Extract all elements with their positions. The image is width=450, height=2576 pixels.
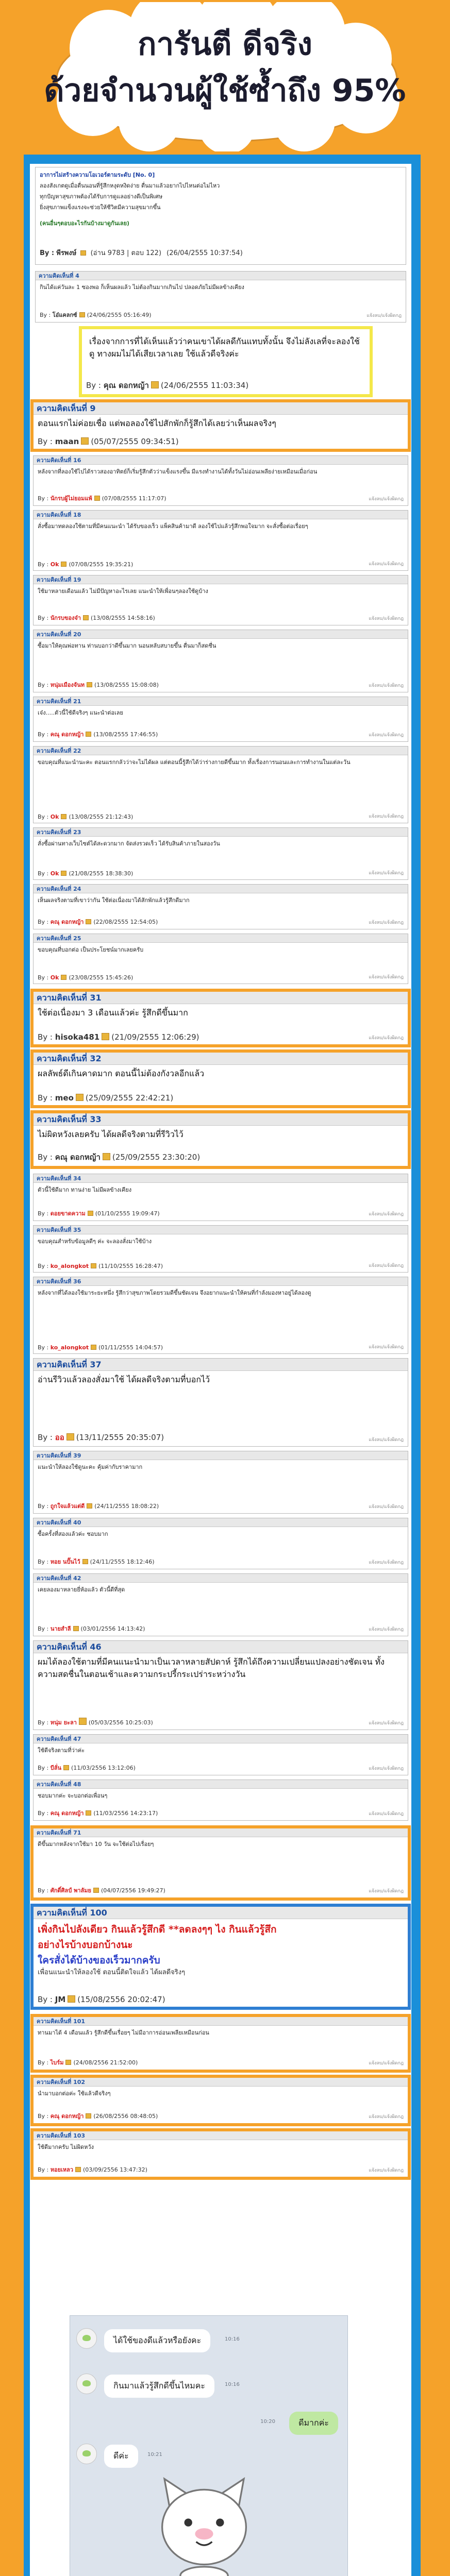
report-link[interactable]: แจ้งลบ/แจ้งผิดกฎ xyxy=(369,1504,404,1510)
comment-text: อ่านรีวิวแล้วลองสั่งมาใช้ ได้ผลดีจริงตามที่บอกไว้ xyxy=(38,1375,210,1384)
comment-date: (01/11/2555 14:04:57) xyxy=(98,1344,163,1351)
report-link[interactable]: แจ้งลบ/แจ้งผิดกฎ xyxy=(369,1766,404,1771)
user-icon xyxy=(79,312,85,317)
comment-date: (24/11/2555 18:12:46) xyxy=(90,1558,155,1565)
comment-header: ความคิดเห็นที่ 22 xyxy=(34,747,408,755)
user-icon xyxy=(91,1263,96,1268)
comment-text: ตัวนี้ใช้ดีมาก ทานง่าย ไม่มีผลข้างเคียง xyxy=(38,1187,132,1193)
comment-20: ความคิดเห็นที่ 20 ซื้อมาให้คุณพ่อทาน ท่านบอกว่าดีขึ้นมาก นอนหลับสบายขึ้น ตื่นมาก็สดชื่น By : หนุ่มเมืองจันท (13/08/2555 15:08:08) แจ้งลบ/แจ้งผิดกฎ xyxy=(33,630,408,692)
comment-header: ความคิดเห็นที่ 36 xyxy=(34,1277,408,1286)
comment-39: ความคิดเห็นที่ 39 แนะนำให้ลองใช้ดูนะคะ คุ้มค่ากับราคามาก By : ถูกใจแล้วแต่ดี (24/11/2555 18:08:22) แจ้งลบ/แจ้งผิดกฎ xyxy=(33,1451,408,1514)
comment-author[interactable]: ดอยขาดความ xyxy=(50,1210,86,1217)
report-link[interactable]: แจ้งลบ/แจ้งผิดกฎ xyxy=(369,871,404,876)
comment-date: (21/09/2555 12:06:29) xyxy=(111,1032,199,1042)
comment-header: ความคิดเห็นที่ 35 xyxy=(34,1226,408,1234)
comment-text: ผมได้ลองใช้ตามที่มีคนแนะนำมาเป็นเวลาหลายสัปดาห์ รู้สึกได้ถึงความเปลี่ยนแปลงอย่างชัดเจน ทั้งความสดชื่นในตอนเช้าและความกระปรี้กระเปร่าระหว่างวัน xyxy=(38,1657,385,1679)
comment-text: ขอบคุณสำหรับข้อมูลดีๆ ค่ะ จะลองสั่งมาใช้บ้าง xyxy=(38,1238,152,1245)
comment-header: ความคิดเห็นที่ 100 xyxy=(34,1907,408,1919)
chat-bubble-incoming: กินมาแล้วรู้สึกดีขึ้นไหมคะ xyxy=(104,2375,214,2398)
promo-line: อย่างไรบ้างบอกบ้างนะ xyxy=(38,1939,133,1951)
comment-header: ความคิดเห็นที่ 34 xyxy=(34,1174,408,1183)
comment-author[interactable]: หอยเหลว xyxy=(50,2166,73,2173)
comment-text: ผลลัพธ์ดีเกินคาดมาก ตอนนี้ไม่ต้องกังวลอีกแล้ว xyxy=(38,1069,205,1078)
banner xyxy=(0,0,450,160)
comment-author[interactable]: ถูกใจแล้วแต่ดี xyxy=(50,1503,85,1510)
comment-author[interactable]: maan xyxy=(55,437,79,446)
report-link[interactable]: แจ้งลบ/แจ้งผิดกฎ xyxy=(369,1036,404,1041)
comment-24: ความคิดเห็นที่ 24 เห็นผลจริงตามที่เขาว่ากัน ใช้ต่อเนื่องมาได้สักพักแล้วรู้สึกดีมาก By : คณุ ดอกหญ้า (22/08/2555 12:54:05) แจ้งลบ/แจ้งผิดกฎ xyxy=(33,884,408,929)
user-icon xyxy=(86,1810,91,1816)
comment-text: ใช้ต่อเนื่องมา 3 เดือนแล้วค่ะ รู้สึกดีขึ้นมาก xyxy=(38,1008,188,1018)
comment-47: ความคิดเห็นที่ 47 ใช้ดีจริงตามที่ว่าค่ะ By : บีลั่น (11/03/2556 13:12:06) แจ้งลบ/แจ้งผิดกฎ xyxy=(33,1734,408,1775)
topic-post xyxy=(35,167,406,265)
comment-author[interactable]: คุณ ดอกหญ้า xyxy=(103,381,149,390)
user-icon xyxy=(91,1345,96,1350)
comment-header: ความคิดเห็นที่ 20 xyxy=(34,630,408,639)
comment-date: (11/03/2556 14:23:17) xyxy=(93,1810,158,1817)
comment-header: ความคิดเห็นที่ 37 xyxy=(34,1359,408,1371)
comment-date: (07/08/2555 11:17:07) xyxy=(102,495,166,502)
comment-text: ซื้อครั้งที่สองแล้วค่ะ ชอบมาก xyxy=(38,1531,108,1537)
comment-36: ความคิดเห็นที่ 36 หลังจากที่ได้ลองใช้มาระยะหนึ่ง รู้สึกว่าสุขภาพโดยรวมดีขึ้นชัดเจน จึงอยากแนะนำให้คนที่กำลังมองหาอยู่ได้ลองดู By : ko_alongkot (01/11/2555 14:04:57) แจ้งลบ/แจ้งผิดกฎ xyxy=(33,1277,408,1354)
comment-header: ความคิดเห็นที่ 42 xyxy=(34,1574,408,1583)
avatar xyxy=(76,2374,97,2394)
report-link[interactable]: แจ้งลบ/แจ้งผิดกฎ xyxy=(369,1345,404,1350)
avatar xyxy=(76,2328,97,2349)
comment-header: ความคิดเห็นที่ 47 xyxy=(34,1735,408,1743)
banner-headline-1: การันตี ดีจริง xyxy=(138,26,312,62)
comment-date: (26/08/2556 08:48:05) xyxy=(93,2113,158,2120)
comment-31: ความคิดเห็นที่ 31 ใช้ต่อเนื่องมา 3 เดือนแล้วค่ะ รู้สึกดีขึ้นมาก By : hisoka481 (21/09/2555 12:06:29) แจ้งลบ/แจ้งผิดกฎ xyxy=(33,991,408,1045)
comment-author[interactable]: โอ๋แคลกซ์ xyxy=(52,312,77,318)
topic-title: อาการไม่สร้างความโอเวอร์ตามระดับ [No. 0] xyxy=(40,172,155,178)
comment-text: หลังจากที่ลองใช้ไปได้ราวสองอาทิตย์ก็เริ่มรู้สึกตัวว่าแข็งแรงขึ้น มีแรงทำงานได้ทั้งวันไม่อ่อนเพลียง่ายเหมือนเมื่อก่อน xyxy=(38,468,318,475)
comment-author[interactable]: ko_alongkot xyxy=(50,1344,89,1351)
chat-bubble-incoming: ได้ใช้ของดีแล้วหรือยังคะ xyxy=(104,2329,210,2352)
comment-text: ชอบมากค่ะ จะบอกต่อเพื่อนๆ xyxy=(38,1792,108,1799)
user-icon xyxy=(73,1626,79,1631)
comment-date: (24/08/2556 21:52:00) xyxy=(73,2059,138,2066)
comment-32: ความคิดเห็นที่ 32 ผลลัพธ์ดีเกินคาดมาก ตอนนี้ไม่ต้องกังวลอีกแล้ว By : meo (25/09/2555 22:42:21) xyxy=(33,1052,408,1106)
comment-text: ใช้มาหลายเดือนแล้ว ไม่มีปัญหาอะไรเลย แนะนำให้เพื่อนๆลองใช้ดูบ้าง xyxy=(38,588,208,595)
comment-author[interactable]: ศักดิ์ศิลป์ พาลัมย xyxy=(50,1887,91,1894)
comment-date: (13/08/2555 17:46:55) xyxy=(93,731,158,738)
comment-text: ทานมาได้ 4 เดือนแล้ว รู้สึกดีขึ้นเรื่อยๆ ไม่มีอาการอ่อนเพลียเหมือนก่อน xyxy=(38,2029,209,2036)
comment-date: (15/08/2556 20:02:47) xyxy=(77,1995,165,2004)
comment-author[interactable]: Ok xyxy=(50,814,59,820)
comment-author[interactable]: JM xyxy=(55,1995,66,2004)
comment-author[interactable]: คณุ ดอกหญ้า xyxy=(50,731,84,738)
comment-18: ความคิดเห็นที่ 18 สั่งซื้อมาทดลองใช้ตามที่มีคนแนะนำ ได้รับของเร็ว แพ็คสินค้ามาดี ลองใช้ไปแล้วรู้สึกพอใจมาก จะสั่งซื้อต่อเรื่อยๆ By : Ok (07/08/2555 19:35:21) แจ้งลบ/แจ้งผิดกฎ xyxy=(33,510,408,571)
comment-33: ความคิดเห็นที่ 33 ไม่ผิดหวังเลยครับ ได้ผลดีจริงตามที่รีวิวไว้ By : คณุ ดอกหญ้า (25/09/2555 23:30:20) xyxy=(33,1113,408,1166)
report-link[interactable]: แจ้งลบ/แจ้งผิดกฎ xyxy=(369,1560,404,1565)
comment-author[interactable]: hisoka481 xyxy=(55,1032,100,1042)
comment-header: ความคิดเห็นที่ 24 xyxy=(34,885,408,893)
comment-text: เพื่อนแนะนำให้ลองใช้ ตอนนี้ติดใจแล้ว ได้ผลดีจริงๆ xyxy=(38,1969,186,1976)
comment-40: ความคิดเห็นที่ 40 ซื้อครั้งที่สองแล้วค่ะ ชอบมาก By : หอย นปั๊นไว้ (24/11/2555 18:12:46) แจ้งลบ/แจ้งผิดกฎ xyxy=(33,1518,408,1569)
user-icon xyxy=(83,615,89,620)
comment-header: ความคิดเห็นที่ 23 xyxy=(34,828,408,837)
report-link[interactable]: แจ้งลบ/แจ้งผิดกฎ xyxy=(369,683,404,688)
comment-date: (13/08/2555 15:08:08) xyxy=(94,682,159,688)
comment-author[interactable]: ko_alongkot xyxy=(50,1263,89,1269)
comment-date: (24/06/2555 05:16:49) xyxy=(87,312,152,318)
forum-thread xyxy=(30,164,411,2576)
comment-header: ความคิดเห็นที่ 16 xyxy=(34,456,408,465)
report-link[interactable]: แจ้งลบ/แจ้งผิดกฎ xyxy=(369,814,404,819)
comment-text: นำมาบอกต่อค่ะ ใช้แล้วดีจริงๆ xyxy=(38,2090,111,2097)
by-label: By : xyxy=(40,249,55,257)
report-link[interactable]: แจ้งลบ/แจ้งผิดกฎ xyxy=(369,1212,404,1217)
comment-22: ความคิดเห็นที่ 22 ขอบคุณที่แนะนำนะคะ ตอนแรกกลัวว่าจะไม่ได้ผล แต่ตอนนี้รู้สึกได้ว่าร่างกายดีขึ้นมาก ทั้งเรื่องการนอนและการทำงานในแต่ละวัน By : Ok (13/08/2555 21:12:43) แจ้งลบ/แจ้งผิดกฎ xyxy=(33,746,408,823)
comment-author[interactable]: หนุ่ม ยะลา xyxy=(50,1719,77,1726)
comment-author[interactable]: บีลั่น xyxy=(50,1765,62,1771)
comment-text: ตอนแรกไม่ค่อยเชื่อ แต่พอลองใช้ไปสักพักก็รู้สึกได้เลยว่าเห็นผลจริงๆ xyxy=(38,418,276,428)
comment-19: ความคิดเห็นที่ 19 ใช้มาหลายเดือนแล้ว ไม่มีปัญหาอะไรเลย แนะนำให้เพื่อนๆลองใช้ดูบ้าง By : นักรบของจ๋า (13/08/2555 14:58:16) แจ้งลบ/แจ้งผิดกฎ xyxy=(33,575,408,625)
comment-text: เจ๋ง.....ตัวนี้ใช้ดีจริงๆ แนะนำต่อเลย xyxy=(38,709,123,716)
comment-date: (13/11/2555 20:35:07) xyxy=(76,1433,164,1442)
report-link[interactable]: แจ้งลบ/แจ้งผิดกฎ xyxy=(369,1889,404,1894)
comment-author[interactable]: Ok xyxy=(50,870,59,877)
report-link[interactable]: แจ้งลบ/แจ้งผิดกฎ xyxy=(369,733,404,738)
chat-bubble-outgoing: ดีมากค่ะ xyxy=(289,2412,338,2435)
comment-100: ความคิดเห็นที่ 100 เพิ่งกินไปลังเดียว กินแล้วรู้สึกดี **ลดลงๆๆ ไง กินแล้วรู้สึก อย่างไรบ้างบอกบ้างนะ ใครสั่งได้บ้างของเร็วมากครับ เพื่อนแนะนำให้ลองใช้ ตอนนี้ติดใจแล้ว ได้ผลดีจริงๆ By : JM (15/08/2556 20:02:47) xyxy=(33,1906,408,2007)
comment-date: (03/09/2556 13:47:32) xyxy=(83,2166,147,2173)
report-link[interactable]: แจ้งลบ/แจ้งผิดกฎ xyxy=(366,313,402,318)
comment-34: ความคิดเห็นที่ 34 ตัวนี้ใช้ดีมาก ทานง่าย ไม่มีผลข้างเคียง By : ดอยขาดความ (01/10/2555 19:09:47) แจ้งลบ/แจ้งผิดกฎ xyxy=(33,1174,408,1221)
comment-header: ความคิดเห็นที่ 9 xyxy=(34,402,408,415)
comment-37: ความคิดเห็นที่ 37 อ่านรีวิวแล้วลองสั่งมาใช้ ได้ผลดีจริงตามที่บอกไว้ By : ออ (13/11/2555 20:35:07) แจ้งลบ/แจ้งผิดกฎ xyxy=(33,1358,408,1447)
comment-4: ความคิดเห็นที่ 4 กินได้แค่วันละ 1 ซองพอ ก็เห็นผลแล้ว ไม่ต้องกินมากเกินไป ปลอดภัยไม่มีผลข้างเคียง By : โอ๋แคลกซ์ (24/06/2555 05:16:49) แจ้งลบ/แจ้งผิดกฎ xyxy=(35,271,406,323)
comment-header: ความคิดเห็นที่ 40 xyxy=(34,1518,408,1527)
comment-103: ความคิดเห็นที่ 103 ใช้ดีมากครับ ไม่ผิดหวัง By : หอยเหลว (03/09/2556 13:47:32) แจ้งลบ/แจ้งผิดกฎ xyxy=(33,2131,408,2177)
comment-author[interactable]: นายสำลี xyxy=(50,1625,71,1632)
user-icon xyxy=(79,1718,87,1725)
comment-text: เรื่องจากการที่ได้เห็นแล้วว่าคนเขาได้ผลดีกันแทบทั้งนั้น จึงไม่ลังเลที่จะลองใช้ดู ทางผมไม่ได้เสียเวลาเลย ใช้แล้วดีจริงค่ะ xyxy=(89,336,360,359)
chat-time: 10:20 xyxy=(260,2419,275,2425)
comment-date: (11/03/2556 13:12:06) xyxy=(71,1765,136,1771)
comment-author[interactable]: หนุ่มเมืองจันท xyxy=(50,682,85,688)
user-icon xyxy=(75,2167,81,2172)
comment-header: ความคิดเห็นที่ 18 xyxy=(34,511,408,519)
comment-date: (22/08/2555 12:54:05) xyxy=(93,919,158,925)
comment-date: (23/08/2555 15:45:26) xyxy=(69,974,134,981)
comment-text: ขอบคุณที่แนะนำนะคะ ตอนแรกกลัวว่าจะไม่ได้ผล แต่ตอนนี้รู้สึกได้ว่าร่างกายดีขึ้นมาก ทั้งเรื่องการนอนและการทำงานในแต่ละวัน xyxy=(38,759,351,766)
cat-sticker xyxy=(147,2470,261,2576)
chat-time: 10:21 xyxy=(147,2452,162,2458)
comment-header: ความคิดเห็นที่ 19 xyxy=(34,575,408,584)
comment-46: ความคิดเห็นที่ 46 ผมได้ลองใช้ตามที่มีคนแนะนำมาเป็นเวลาหลายสัปดาห์ รู้สึกได้ถึงความเปลี่ยนแปลงอย่างชัดเจน ทั้งความสดชื่นในตอนเช้าและความกระปรี้กระเปร่าระหว่างวัน By : หนุ่ม ยะลา (05/03/2556 10:25:03) แจ้งลบ/แจ้งผิดกฎ xyxy=(33,1640,408,1730)
report-link[interactable]: แจ้งลบ/แจ้งผิดกฎ xyxy=(369,920,404,925)
comment-header: ความคิดเห็นที่ 48 xyxy=(34,1780,408,1789)
topic-author[interactable]: พีรพงษ์ xyxy=(56,249,77,257)
promo-line: เพิ่งกินไปลังเดียว กินแล้วรู้สึกดี **ลดลงๆๆ ไง กินแล้วรู้สึก xyxy=(38,1924,277,1935)
user-icon xyxy=(86,732,91,737)
comment-author[interactable]: คณุ ดอกหญ้า xyxy=(50,919,84,925)
comment-header: ความคิดเห็นที่ 33 xyxy=(34,1113,408,1126)
banner-headline-2: ด้วยจำนวนผู้ใช้ซ้ำถึง 95% xyxy=(44,73,406,109)
report-link[interactable]: แจ้งลบ/แจ้งผิดกฎ xyxy=(369,562,404,567)
report-link[interactable]: แจ้งลบ/แจ้งผิดกฎ xyxy=(369,2114,404,2120)
comment-48: ความคิดเห็นที่ 48 ชอบมากค่ะ จะบอกต่อเพื่อนๆ By : คณุ ดอกหญ้า (11/03/2556 14:23:17) แจ้งลบ/แจ้งผิดกฎ xyxy=(33,1780,408,1821)
topic-line: ทุกปัญหาสุขภาพต้องได้รับการดูแลอย่างดีเป็นพิเศษ xyxy=(40,193,163,200)
comment-102: ความคิดเห็นที่ 102 นำมาบอกต่อค่ะ ใช้แล้วดีจริงๆ By : คณุ ดอกหญ้า (26/08/2556 08:48:05) แจ้งลบ/แจ้งผิดกฎ xyxy=(33,2077,408,2124)
comment-header: ความคิดเห็นที่ 103 xyxy=(34,2131,408,2140)
topic-date: (26/04/2555 10:37:54) xyxy=(166,249,243,257)
comment-author[interactable]: นักรบของจ๋า xyxy=(50,615,81,621)
comment-text: ใช้ดีมากครับ ไม่ผิดหวัง xyxy=(38,2144,94,2150)
comment-text: ขอบคุณที่บอกต่อ เป็นประโยชน์มากเลยครับ xyxy=(38,946,144,953)
avatar xyxy=(76,2444,97,2464)
comment-highlight: เรื่องจากการที่ได้เห็นแล้วว่าคนเขาได้ผลดีกันแทบทั้งนั้น จึงไม่ลังเลที่จะลองใช้ดู ทางผมไม่ได้เสียเวลาเลย ใช้แล้วดีจริงค่ะ By : คุณ ดอกหญ้า (24/06/2555 11:03:34) xyxy=(81,329,370,395)
chat-time: 10:16 xyxy=(225,2336,240,2342)
comment-text: แนะนำให้ลองใช้ดูนะคะ คุ้มค่ากับราคามาก xyxy=(38,1464,143,1470)
comment-text: ซื้อมาให้คุณพ่อทาน ท่านบอกว่าดีขึ้นมาก นอนหลับสบายขึ้น ตื่นมาก็สดชื่น xyxy=(38,642,216,649)
comment-header: ความคิดเห็นที่ 32 xyxy=(34,1053,408,1065)
comment-text: ไม่ผิดหวังเลยครับ ได้ผลดีจริงตามที่รีวิวไว้ xyxy=(38,1129,184,1139)
comment-header: ความคิดเห็นที่ 31 xyxy=(34,992,408,1004)
comment-date: (05/03/2556 10:25:03) xyxy=(88,1719,153,1726)
topic-note: (คนอื่นๆตอบอะไรกันบ้างมาดูกันเลย) xyxy=(40,220,130,227)
user-icon xyxy=(94,496,100,501)
user-icon xyxy=(82,1559,88,1564)
comment-author[interactable]: หอย นปั๊นไว้ xyxy=(50,1558,80,1565)
comment-author[interactable]: Ok xyxy=(50,974,59,981)
chat-time: 10:16 xyxy=(225,2382,240,2387)
user-icon xyxy=(63,1765,69,1770)
comment-text: กินได้แค่วันละ 1 ซองพอ ก็เห็นผลแล้ว ไม่ต้องกินมากเกินไป ปลอดภัยไม่มีผลข้างเคียง xyxy=(40,284,244,291)
comment-author[interactable]: ออ xyxy=(55,1433,64,1442)
report-link[interactable]: แจ้งลบ/แจ้งผิดกฎ xyxy=(369,1811,404,1817)
report-link[interactable]: แจ้งลบ/แจ้งผิดกฎ xyxy=(369,975,404,980)
comment-21: ความคิดเห็นที่ 21 เจ๋ง.....ตัวนี้ใช้ดีจริงๆ แนะนำต่อเลย By : คณุ ดอกหญ้า (13/08/2555 17:46:55) แจ้งลบ/แจ้งผิดกฎ xyxy=(33,697,408,742)
report-link[interactable]: แจ้งลบ/แจ้งผิดกฎ xyxy=(369,2061,404,2066)
comment-header: ความคิดเห็นที่ 39 xyxy=(34,1451,408,1460)
user-icon xyxy=(66,1433,74,1440)
user-icon xyxy=(61,814,66,819)
user-icon xyxy=(81,437,89,445)
comment-25: ความคิดเห็นที่ 25 ขอบคุณที่บอกต่อ เป็นประโยชน์มากเลยครับ By : Ok (23/08/2555 15:45:26) แจ้งลบ/แจ้งผิดกฎ xyxy=(33,934,408,984)
user-icon xyxy=(76,1094,84,1101)
comment-text: เคยลองมาหลายยี่ห้อแล้ว ตัวนี้ดีที่สุด xyxy=(38,1586,125,1593)
comment-42: ความคิดเห็นที่ 42 เคยลองมาหลายยี่ห้อแล้ว ตัวนี้ดีที่สุด By : นายสำลี (03/01/2556 14:13:42) แจ้งลบ/แจ้งผิดกฎ xyxy=(33,1573,408,1636)
comment-header: ความคิดเห็นที่ 102 xyxy=(34,2078,408,2087)
comment-23: ความคิดเห็นที่ 23 สั่งซื้อผ่านทางเว็บไซต์ได้สะดวกมาก จัดส่งรวดเร็ว ได้รับสินค้าภายในสองวัน By : Ok (21/08/2555 18:38:30) แจ้งลบ/แจ้งผิดกฎ xyxy=(33,827,408,880)
comment-71: ความคิดเห็นที่ 71 ดีขึ้นมากหลังจากใช้มา 10 วัน จะใช้ต่อไปเรื่อยๆ By : ศักดิ์ศิลป์ พาลัมย (04/07/2556 19:49:27) แจ้งลบ/แจ้งผิดกฎ xyxy=(33,1828,408,1898)
comment-text: สั่งซื้อมาทดลองใช้ตามที่มีคนแนะนำ ได้รับของเร็ว แพ็คสินค้ามาดี ลองใช้ไปแล้วรู้สึกพอใจมาก จะสั่งซื้อต่อเรื่อยๆ xyxy=(38,523,308,530)
report-link[interactable]: แจ้งลบ/แจ้งผิดกฎ xyxy=(369,1721,404,1726)
user-icon xyxy=(103,1153,110,1160)
comment-date: (05/07/2555 09:34:51) xyxy=(91,437,179,446)
user-icon xyxy=(61,562,66,567)
report-link[interactable]: แจ้งลบ/แจ้งผิดกฎ xyxy=(369,616,404,621)
comment-header: ความคิดเห็นที่ 71 xyxy=(34,1828,408,1837)
user-icon xyxy=(80,250,86,256)
user-icon xyxy=(87,1503,92,1509)
comment-date: (24/11/2555 18:08:22) xyxy=(94,1503,159,1510)
comment-author[interactable]: meo xyxy=(55,1093,74,1103)
report-link[interactable]: แจ้งลบ/แจ้งผิดกฎ xyxy=(369,497,404,502)
comment-date: (13/08/2555 21:12:43) xyxy=(69,814,134,820)
comment-35: ความคิดเห็นที่ 35 ขอบคุณสำหรับข้อมูลดีๆ ค่ะ จะลองสั่งมาใช้บ้าง By : ko_alongkot (11/10/2555 16:28:47) แจ้งลบ/แจ้งผิดกฎ xyxy=(33,1225,408,1273)
comment-author[interactable]: คณุ ดอกหญ้า xyxy=(50,1810,84,1817)
comment-text: ใช้ดีจริงตามที่ว่าค่ะ xyxy=(38,1747,85,1754)
comment-text: หลังจากที่ได้ลองใช้มาระยะหนึ่ง รู้สึกว่าสุขภาพโดยรวมดีขึ้นชัดเจน จึงอยากแนะนำให้คนที่กำลังมองหาอยู่ได้ลองดู xyxy=(38,1290,311,1296)
topic-line: ยิ่งสุขภาพแข็งแรงจะช่วยให้ชีวิตมีความสุขมากขึ้น xyxy=(40,204,161,211)
user-icon xyxy=(86,919,91,924)
comment-date: (13/08/2555 14:58:16) xyxy=(90,615,155,621)
comment-author[interactable]: ไบร์ม xyxy=(50,2059,64,2066)
comment-date: (04/07/2556 19:49:27) xyxy=(101,1887,165,1894)
comment-date: (11/10/2555 16:28:47) xyxy=(98,1263,163,1269)
report-link[interactable]: แจ้งลบ/แจ้งผิดกฎ xyxy=(369,1263,404,1268)
user-icon xyxy=(93,1888,99,1893)
user-icon xyxy=(86,2113,91,2119)
comment-author[interactable]: คณุ ดอกหญ้า xyxy=(55,1153,101,1162)
comment-header: ความคิดเห็นที่ 4 xyxy=(36,272,406,280)
comment-header: ความคิดเห็นที่ 101 xyxy=(34,2017,408,2026)
report-link[interactable]: แจ้งลบ/แจ้งผิดกฎ xyxy=(369,1437,404,1443)
report-link[interactable]: แจ้งลบ/แจ้งผิดกฎ xyxy=(369,1627,404,1632)
comment-author[interactable]: คณุ ดอกหญ้า xyxy=(50,2113,84,2120)
user-icon xyxy=(102,1033,109,1040)
promo-line: ใครสั่งได้บ้างของเร็วมากครับ xyxy=(38,1955,160,1966)
comment-date: (07/08/2555 19:35:21) xyxy=(69,561,134,568)
topic-line: ลองสังเกตดูเมื่อตื่นนอนที่รู้สึกหงุดหงิดง่าย ตื่นมาแล้วอยากไปไหนต่อไม่ไหว xyxy=(40,182,220,189)
comment-header: ความคิดเห็นที่ 25 xyxy=(34,934,408,943)
user-icon xyxy=(88,1211,93,1216)
comment-date: (03/01/2556 14:13:42) xyxy=(80,1625,145,1632)
comment-date: (24/06/2555 11:03:34) xyxy=(160,381,249,390)
comment-author[interactable]: นักรบผู้ไม่ยอมแพ้ xyxy=(50,495,92,502)
user-icon xyxy=(68,1995,75,2003)
report-link[interactable]: แจ้งลบ/แจ้งผิดกฎ xyxy=(369,2168,404,2173)
comment-text: สั่งซื้อผ่านทางเว็บไซต์ได้สะดวกมาก จัดส่งรวดเร็ว ได้รับสินค้าภายในสองวัน xyxy=(38,840,220,847)
user-icon xyxy=(61,975,66,980)
comment-header: ความคิดเห็นที่ 21 xyxy=(34,697,408,706)
user-icon xyxy=(65,2060,71,2065)
user-icon xyxy=(151,381,159,388)
comment-date: (25/09/2555 23:30:20) xyxy=(112,1153,201,1162)
comment-date: (01/10/2555 19:09:47) xyxy=(95,1210,160,1217)
comment-16: ความคิดเห็นที่ 16 หลังจากที่ลองใช้ไปได้ราวสองอาทิตย์ก็เริ่มรู้สึกตัวว่าแข็งแรงขึ้น มีแรงทำงานได้ทั้งวันไม่อ่อนเพลียง่ายเหมือนเมื่อก่อน By : นักรบผู้ไม่ยอมแพ้ (07/08/2555 11:17:07) แจ้งลบ/แจ้งผิดกฎ xyxy=(33,455,408,506)
chat-bubble-incoming: ดีค่ะ xyxy=(104,2445,138,2468)
comment-date: (25/09/2555 22:42:21) xyxy=(85,1093,174,1103)
user-icon xyxy=(87,682,92,687)
comment-header: ความคิดเห็นที่ 46 xyxy=(34,1641,408,1653)
comment-text: เห็นผลจริงตามที่เขาว่ากัน ใช้ต่อเนื่องมาได้สักพักแล้วรู้สึกดีมาก xyxy=(38,897,190,904)
user-icon xyxy=(61,871,66,876)
topic-meta: (อ่าน 9783 | ตอบ 122) xyxy=(90,249,162,257)
comment-text: ดีขึ้นมากหลังจากใช้มา 10 วัน จะใช้ต่อไปเรื่อยๆ xyxy=(38,1841,154,1848)
topic-byline xyxy=(40,247,243,258)
comment-101: ความคิดเห็นที่ 101 ทานมาได้ 4 เดือนแล้ว รู้สึกดีขึ้นเรื่อยๆ ไม่มีอาการอ่อนเพลียเหมือนก่อน By : ไบร์ม (24/08/2556 21:52:00) แจ้งลบ/แจ้งผิดกฎ xyxy=(33,2016,408,2070)
comment-9: ความคิดเห็นที่ 9 ตอนแรกไม่ค่อยเชื่อ แต่พอลองใช้ไปสักพักก็รู้สึกได้เลยว่าเห็นผลจริงๆ By : maan (05/07/2555 09:34:51) xyxy=(33,402,408,449)
comment-author[interactable]: Ok xyxy=(50,561,59,568)
chat-screenshot xyxy=(70,2315,348,2576)
comment-date: (21/08/2555 18:38:30) xyxy=(69,870,134,877)
